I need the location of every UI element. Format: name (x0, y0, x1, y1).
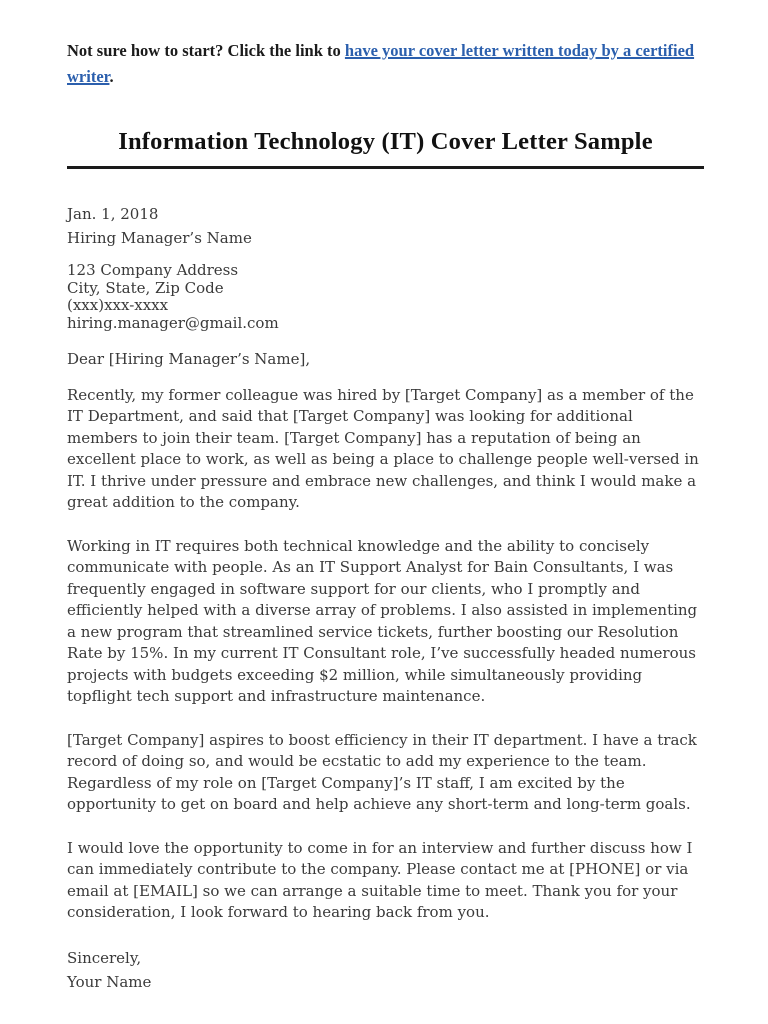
cover-letter-body (67, 202, 704, 994)
address-line-city: City, State, Zip Code (67, 278, 224, 297)
closing-block (67, 946, 704, 994)
paragraph-2: Working in IT requires both technical knowledge and the ability to concisely communicate with people. As an IT Support Analyst for Bain Consultants, I was frequently engaged in software support for our clients, who I promptly and efficiently helped with a diverse array of problems. I also assisted in implementing a new program that streamlined service tickets, further boosting our Resolution Rate by 15%. In my current IT Consultant role, I’ve successfully headed numerous projects with budgets exceeding $2 million, while simultaneously providing topflight tech support and infrastructure maintenance. (67, 536, 698, 705)
signature-name: Your Name (67, 972, 152, 991)
paragraph-1: Recently, my former colleague was hired by [Target Company] as a member of the IT Department, and said that [Target Company] was looking for additional members to join their team. [Target Company] has a reputation of being an excellent place to work, as well as being a place to challenge people well-versed in IT. I thrive under pressure and embrace new challenges, and think I would make a great addition to the company. (67, 385, 699, 511)
paragraph-3: [Target Company] aspires to boost efficiency in their IT department. I have a track record of doing so, and would be ecstatic to add my experience to the team. Regardless of my role on [Target Company]’s IT staff, I am excited by the opportunity to get on board and help achieve any short-term and long-term goals. (67, 730, 697, 813)
letter-date: Jan. 1, 2018 (67, 205, 159, 223)
address-line-email: hiring.manager@gmail.com (67, 313, 279, 332)
intro-note-period: . (109, 67, 114, 86)
address-block (67, 262, 704, 332)
intro-note-text: Not sure how to start? Click the link to (67, 41, 345, 60)
address-line-phone: (xxx)xxx-xxxx (67, 296, 169, 314)
salutation: Dear [Hiring Manager’s Name], (67, 350, 311, 368)
paragraph-4: I would love the opportunity to come in for an interview and further discuss how I can immediately contribute to the company. Please contact me at [PHONE] or via email at [EMAIL] so we can arrange a suitable time to meet. Thank you for your consideration, I look forward to hearing back from you. (67, 838, 693, 921)
address-line-street: 123 Company Address (67, 261, 239, 279)
page-title: Information Technology (IT) Cover Letter Sample (67, 128, 704, 169)
intro-note (67, 38, 715, 90)
closing-sincerely: Sincerely, (67, 948, 142, 967)
letter-recipient: Hiring Manager’s Name (67, 229, 252, 247)
cover-letter-writer-link[interactable]: have your cover letter written today by a certified writer (67, 41, 695, 86)
